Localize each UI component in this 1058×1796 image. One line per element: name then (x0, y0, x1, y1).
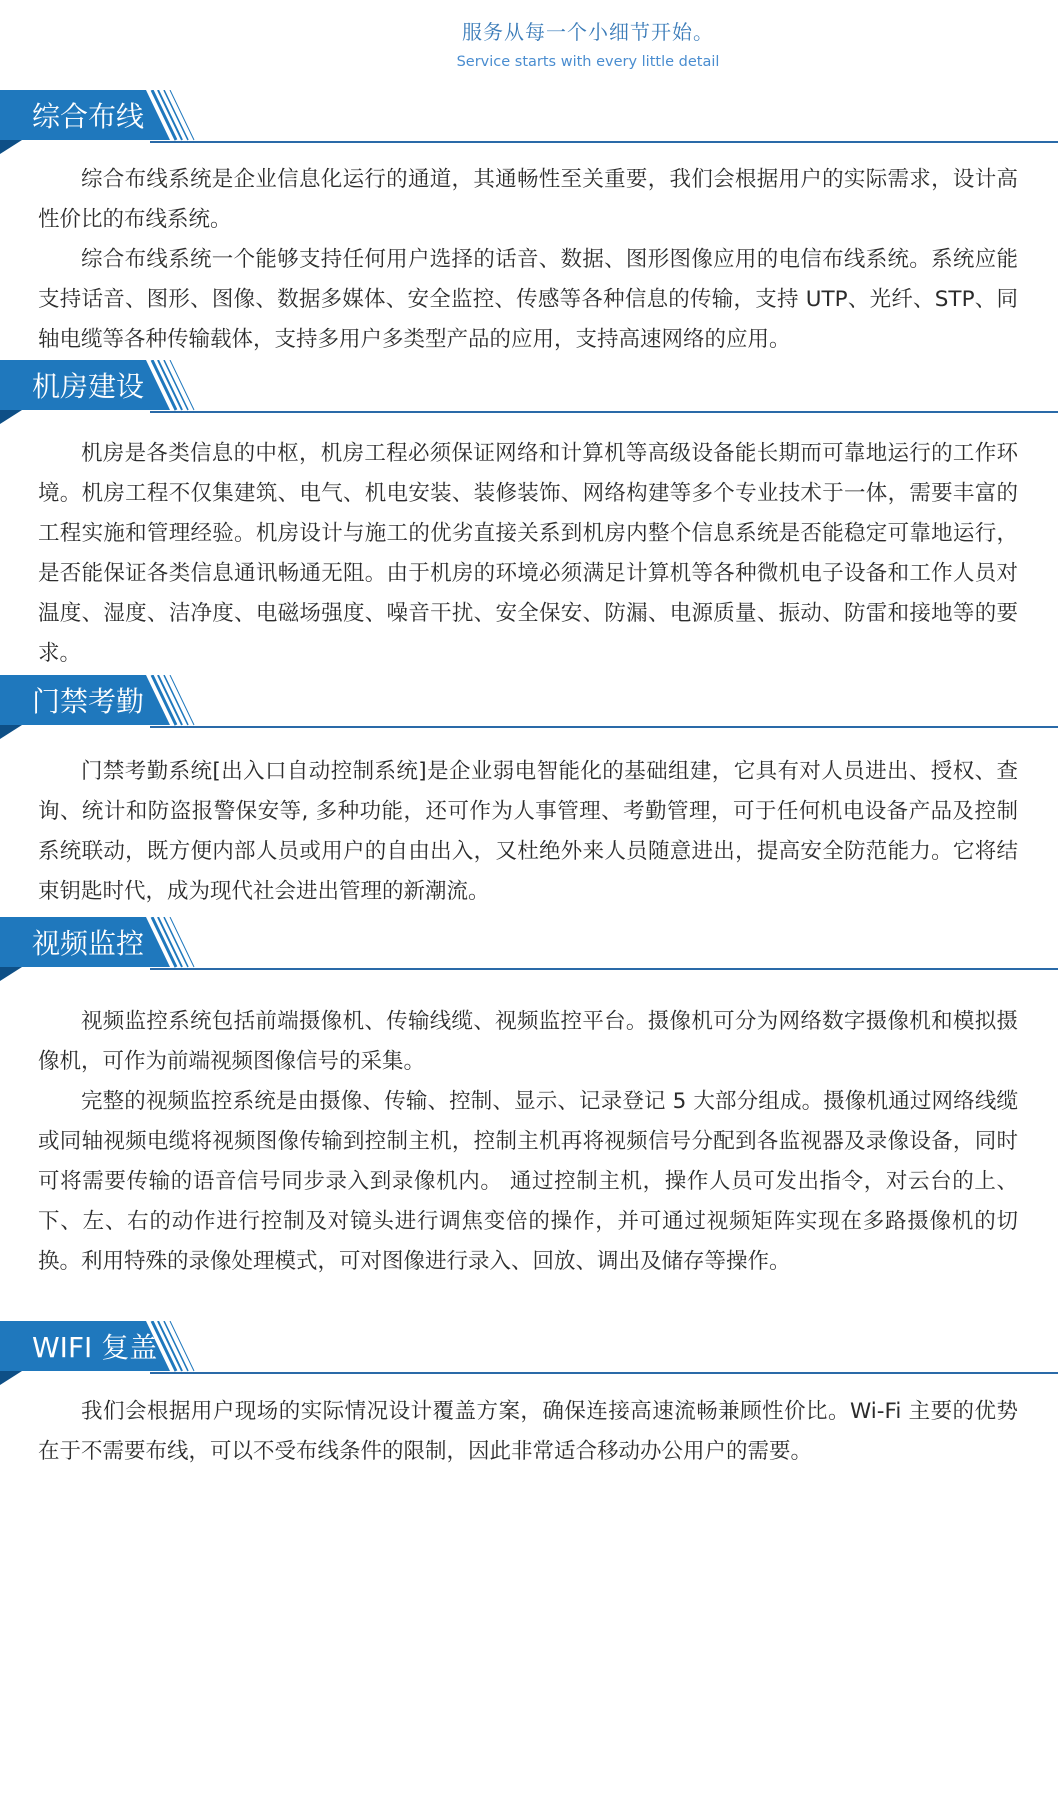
section-paragraph: 完整的视频监控系统是由摄像、传输、控制、显示、记录登记 5 大部分组成。摄像机通过网络线缆或同轴视频电缆将视频图像传输到控制主机，控制主机再将视频信号分配到各监视器及录像设备，同时可将需要传输的语音信号同步录入到录像机内。 通过控制主机，操作人员可发出指令，对云台的上、下、左、右的动作进行控制及对镜头进行调焦变倍的操作，并可通过视频矩阵实现在多路摄像机的切换。利用特殊的录像处理模式，可对图像进行录入、回放、调出及储存等操作。 (38, 1089, 1018, 1274)
header-banner-graphic (0, 90, 1058, 160)
section-title: 机房建设 (32, 370, 145, 403)
section-title: 视频监控 (32, 927, 145, 960)
header-banner-graphic (0, 360, 1058, 430)
section-paragraph: 综合布线系统是企业信息化运行的通道，其通畅性至关重要，我们会根据用户的实际需求，设计高性价比的布线系统。 (38, 167, 1018, 232)
tagline (0, 18, 1058, 72)
tagline-english: Service starts with every little detail (456, 54, 720, 70)
section-title: 门禁考勤 (32, 685, 145, 718)
header-banner-graphic (0, 917, 1058, 987)
section-paragraph: 我们会根据用户现场的实际情况设计覆盖方案，确保连接高速流畅兼顾性价比。Wi-Fi 主要的优势在于不需要布线，可以不受布线条件的限制，因此非常适合移动办公用户的需要。 (38, 1399, 1018, 1464)
section-header-video-surveillance (0, 917, 1058, 987)
section-title: WIFI 复盖 (32, 1331, 158, 1364)
section-title: 综合布线 (32, 100, 145, 133)
section-header-wifi (0, 1321, 1058, 1391)
section-paragraph: 门禁考勤系统[出入口自动控制系统]是企业弱电智能化的基础组建，它具有对人员进出、授权、查询、统计和防盗报警保安等, 多种功能，还可作为人事管理、考勤管理，可于任何机电设备产品及控制系统联动，既方便内部人员或用户的自由出入，又杜绝外来人员随意进出，提高安全防范能力。它将结束钥匙时代，成为现代社会进出管理的新潮流。 (38, 759, 1018, 904)
section-header-access-control (0, 675, 1058, 745)
tagline-chinese: 服务从每一个小细节开始。 (462, 20, 714, 44)
header-banner-graphic (0, 1321, 1058, 1391)
section-paragraph: 视频监控系统包括前端摄像机、传输线缆、视频监控平台。摄像机可分为网络数字摄像机和模拟摄像机，可作为前端视频图像信号的采集。 (38, 1009, 1018, 1074)
section-paragraph: 机房是各类信息的中枢，机房工程必须保证网络和计算机等高级设备能长期而可靠地运行的工作环境。机房工程不仅集建筑、电气、机电安装、装修装饰、网络构建等多个专业技术于一体，需要丰富的工程实施和管理经验。机房设计与施工的优劣直接关系到机房内整个信息系统是否能稳定可靠地运行，是否能保证各类信息通讯畅通无阻。由于机房的环境必须满足计算机等各种微机电子设备和工作人员对温度、湿度、洁净度、电磁场强度、噪音干扰、安全保安、防漏、电源质量、振动、防雷和接地等的要求。 (38, 441, 1018, 666)
section-paragraph: 综合布线系统一个能够支持任何用户选择的话音、数据、图形图像应用的电信布线系统。系统应能支持话音、图形、图像、数据多媒体、安全监控、传感等各种信息的传输，支持 UTP、光纤、STP、同轴电缆等各种传输载体，支持多用户多类型产品的应用，支持高速网络的应用。 (38, 247, 1018, 352)
header-banner-graphic (0, 675, 1058, 745)
section-header-cabling (0, 90, 1058, 160)
section-header-server-room (0, 360, 1058, 430)
